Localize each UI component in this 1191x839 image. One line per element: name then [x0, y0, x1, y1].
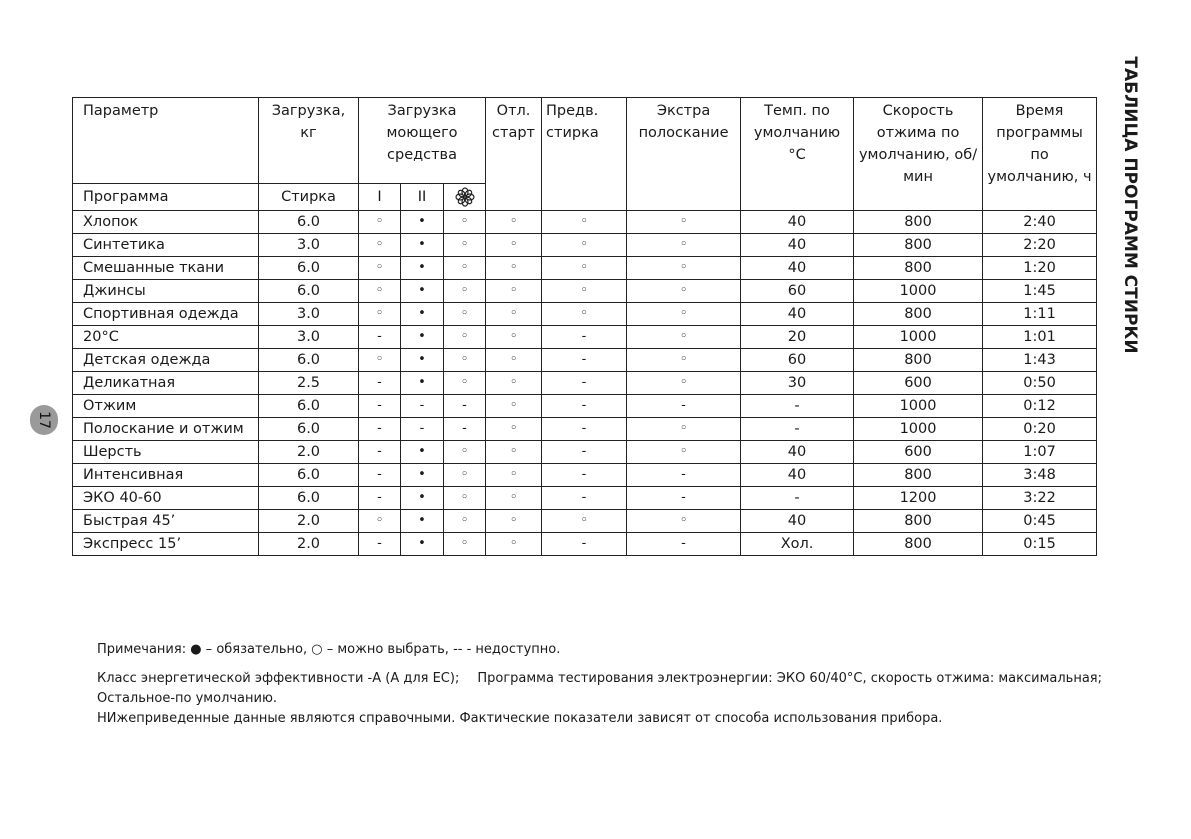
load-value: 3.0 [259, 234, 359, 257]
compartment-1: - [359, 533, 401, 556]
delay-start: ◦ [486, 326, 542, 349]
temperature: 40 [741, 510, 854, 533]
header-program: Программа [73, 184, 259, 211]
spin-speed: 1000 [854, 326, 983, 349]
softener: - [444, 395, 486, 418]
program-name: Отжим [73, 395, 259, 418]
load-value: 6.0 [259, 257, 359, 280]
program-table [72, 97, 1097, 556]
compartment-2: • [401, 211, 444, 234]
extra-rinse: - [627, 464, 741, 487]
load-value: 6.0 [259, 280, 359, 303]
prewash: - [542, 533, 627, 556]
spin-speed: 800 [854, 533, 983, 556]
table-row [73, 326, 1097, 349]
softener: - [444, 418, 486, 441]
header-compartment-2: II [401, 184, 444, 211]
compartment-2: • [401, 487, 444, 510]
notes-energy [97, 669, 1107, 689]
header-delay: Отл. старт [486, 98, 542, 211]
table-header-row [73, 98, 1097, 184]
prewash: ◦ [542, 257, 627, 280]
compartment-1: - [359, 487, 401, 510]
program-name: Джинсы [73, 280, 259, 303]
compartment-2: • [401, 510, 444, 533]
extra-rinse: ◦ [627, 280, 741, 303]
delay-start: ◦ [486, 257, 542, 280]
delay-start: ◦ [486, 533, 542, 556]
notes-rest: Остальное-по умолчанию. [97, 691, 278, 706]
program-name: Полоскание и отжим [73, 418, 259, 441]
compartment-2: • [401, 349, 444, 372]
spin-speed: 800 [854, 510, 983, 533]
load-value: 6.0 [259, 349, 359, 372]
prewash: - [542, 349, 627, 372]
table-row [73, 510, 1097, 533]
header-wash: Стирка [259, 184, 359, 211]
program-name: Спортивная одежда [73, 303, 259, 326]
compartment-1: - [359, 464, 401, 487]
compartment-2: • [401, 533, 444, 556]
prewash: ◦ [542, 211, 627, 234]
compartment-2: • [401, 372, 444, 395]
load-value: 2.0 [259, 441, 359, 464]
compartment-2: - [401, 395, 444, 418]
temperature: 40 [741, 441, 854, 464]
header-softener [444, 184, 486, 211]
page-number: 17 [36, 411, 52, 429]
prewash: - [542, 395, 627, 418]
duration: 1:20 [983, 257, 1097, 280]
temperature: 40 [741, 464, 854, 487]
program-name: Экспресс 15’ [73, 533, 259, 556]
header-extra-rinse: Экстра полоскание [627, 98, 741, 211]
load-value: 6.0 [259, 464, 359, 487]
temperature: 40 [741, 211, 854, 234]
temperature: 60 [741, 349, 854, 372]
extra-rinse: - [627, 487, 741, 510]
header-prewash: Предв. стирка [542, 98, 627, 211]
load-value: 6.0 [259, 487, 359, 510]
duration: 0:15 [983, 533, 1097, 556]
load-value: 2.0 [259, 533, 359, 556]
spin-speed: 800 [854, 464, 983, 487]
program-name: Синтетика [73, 234, 259, 257]
prewash: - [542, 372, 627, 395]
flower-softener-icon [455, 187, 475, 207]
delay-start: ◦ [486, 280, 542, 303]
compartment-1: - [359, 418, 401, 441]
delay-start: ◦ [486, 234, 542, 257]
spin-speed: 800 [854, 303, 983, 326]
table-row [73, 533, 1097, 556]
duration: 3:48 [983, 464, 1097, 487]
prewash: - [542, 464, 627, 487]
softener: ◦ [444, 326, 486, 349]
table-row [73, 372, 1097, 395]
spin-speed: 800 [854, 257, 983, 280]
extra-rinse: ◦ [627, 234, 741, 257]
prewash: - [542, 441, 627, 464]
delay-start: ◦ [486, 211, 542, 234]
spin-speed: 800 [854, 211, 983, 234]
softener: ◦ [444, 280, 486, 303]
duration: 2:40 [983, 211, 1097, 234]
page-number-badge [30, 405, 58, 435]
notes-legend: Примечания: ● – обязательно, ○ – можно выбрать, -- - недоступно. [97, 642, 561, 657]
delay-start: ◦ [486, 487, 542, 510]
spin-speed: 600 [854, 441, 983, 464]
load-value: 2.0 [259, 510, 359, 533]
temperature: - [741, 418, 854, 441]
softener: ◦ [444, 211, 486, 234]
temperature: - [741, 395, 854, 418]
spin-speed: 800 [854, 234, 983, 257]
energy-class: Класс энергетической эффективности -A (A для ЕС); [97, 671, 460, 686]
extra-rinse: ◦ [627, 326, 741, 349]
compartment-1: ◦ [359, 234, 401, 257]
extra-rinse: ◦ [627, 349, 741, 372]
header-spin: Скорость отжима по умолчанию, об/мин [854, 98, 983, 211]
compartment-2: • [401, 234, 444, 257]
spin-speed: 1000 [854, 280, 983, 303]
program-name: Шерсть [73, 441, 259, 464]
notes-disclaimer: НИжеприведенные данные являются справочными. Фактические показатели зависят от способа использования прибора. [97, 711, 943, 726]
load-value: 3.0 [259, 326, 359, 349]
delay-start: ◦ [486, 510, 542, 533]
softener: ◦ [444, 441, 486, 464]
table-row [73, 280, 1097, 303]
softener: ◦ [444, 303, 486, 326]
delay-start: ◦ [486, 372, 542, 395]
program-name: ЭКО 40-60 [73, 487, 259, 510]
duration: 0:20 [983, 418, 1097, 441]
delay-start: ◦ [486, 349, 542, 372]
table-row [73, 303, 1097, 326]
compartment-1: ◦ [359, 280, 401, 303]
table-row [73, 441, 1097, 464]
delay-start: ◦ [486, 303, 542, 326]
header-compartment-1: I [359, 184, 401, 211]
prewash: - [542, 418, 627, 441]
temperature: 40 [741, 234, 854, 257]
compartment-1: - [359, 372, 401, 395]
duration: 1:11 [983, 303, 1097, 326]
compartment-2: • [401, 326, 444, 349]
extra-rinse: - [627, 533, 741, 556]
extra-rinse: ◦ [627, 441, 741, 464]
delay-start: ◦ [486, 441, 542, 464]
compartment-1: ◦ [359, 349, 401, 372]
table-body [73, 211, 1097, 556]
spin-speed: 600 [854, 372, 983, 395]
softener: ◦ [444, 372, 486, 395]
duration: 2:20 [983, 234, 1097, 257]
compartment-2: • [401, 303, 444, 326]
program-name: Хлопок [73, 211, 259, 234]
softener: ◦ [444, 510, 486, 533]
duration: 0:12 [983, 395, 1097, 418]
duration: 1:45 [983, 280, 1097, 303]
table-row [73, 211, 1097, 234]
compartment-1: - [359, 441, 401, 464]
delay-start: ◦ [486, 395, 542, 418]
duration: 1:43 [983, 349, 1097, 372]
load-value: 3.0 [259, 303, 359, 326]
prewash: ◦ [542, 303, 627, 326]
compartment-2: • [401, 464, 444, 487]
extra-rinse: ◦ [627, 510, 741, 533]
compartment-1: - [359, 395, 401, 418]
compartment-1: - [359, 326, 401, 349]
duration: 1:01 [983, 326, 1097, 349]
softener: ◦ [444, 533, 486, 556]
header-detergent: Загрузка моющего средства [359, 98, 486, 184]
duration: 3:22 [983, 487, 1097, 510]
load-value: 6.0 [259, 211, 359, 234]
extra-rinse: ◦ [627, 257, 741, 280]
softener: ◦ [444, 257, 486, 280]
table-row [73, 257, 1097, 280]
spin-speed: 800 [854, 349, 983, 372]
temperature: 60 [741, 280, 854, 303]
program-name: 20°C [73, 326, 259, 349]
program-name: Деликатная [73, 372, 259, 395]
table-row [73, 464, 1097, 487]
header-temp: Темп. по умолчанию °С [741, 98, 854, 211]
prewash: - [542, 326, 627, 349]
temperature: Хол. [741, 533, 854, 556]
softener: ◦ [444, 464, 486, 487]
prewash: - [542, 487, 627, 510]
page-title: ТАБЛИЦА ПРОГРАММ СТИРКИ [1120, 56, 1140, 354]
load-value: 2.5 [259, 372, 359, 395]
table-row [73, 418, 1097, 441]
load-value: 6.0 [259, 395, 359, 418]
table-row [73, 234, 1097, 257]
temperature: 20 [741, 326, 854, 349]
header-param: Параметр [73, 98, 259, 184]
table-row [73, 349, 1097, 372]
table-row [73, 395, 1097, 418]
softener: ◦ [444, 349, 486, 372]
compartment-1: ◦ [359, 257, 401, 280]
duration: 0:45 [983, 510, 1097, 533]
softener: ◦ [444, 487, 486, 510]
header-time: Время программы по умолчанию, ч [983, 98, 1097, 211]
compartment-1: ◦ [359, 303, 401, 326]
table-row [73, 487, 1097, 510]
temperature: 40 [741, 303, 854, 326]
notes [97, 640, 1107, 729]
spin-speed: 1200 [854, 487, 983, 510]
spin-speed: 1000 [854, 418, 983, 441]
extra-rinse: ◦ [627, 418, 741, 441]
load-value: 6.0 [259, 418, 359, 441]
extra-rinse: - [627, 395, 741, 418]
program-name: Смешанные ткани [73, 257, 259, 280]
delay-start: ◦ [486, 464, 542, 487]
extra-rinse: ◦ [627, 211, 741, 234]
extra-rinse: ◦ [627, 372, 741, 395]
spin-speed: 1000 [854, 395, 983, 418]
program-name: Интенсивная [73, 464, 259, 487]
compartment-2: • [401, 280, 444, 303]
prewash: ◦ [542, 510, 627, 533]
prewash: ◦ [542, 280, 627, 303]
compartment-1: ◦ [359, 211, 401, 234]
compartment-1: ◦ [359, 510, 401, 533]
duration: 1:07 [983, 441, 1097, 464]
softener: ◦ [444, 234, 486, 257]
program-name: Быстрая 45’ [73, 510, 259, 533]
temperature: 40 [741, 257, 854, 280]
program-name: Детская одежда [73, 349, 259, 372]
compartment-2: - [401, 418, 444, 441]
delay-start: ◦ [486, 418, 542, 441]
temperature: 30 [741, 372, 854, 395]
header-load: Загрузка, кг [259, 98, 359, 184]
prewash: ◦ [542, 234, 627, 257]
compartment-2: • [401, 257, 444, 280]
duration: 0:50 [983, 372, 1097, 395]
compartment-2: • [401, 441, 444, 464]
temperature: - [741, 487, 854, 510]
test-program: Программа тестирования электроэнергии: ЭКО 60/40°С, скорость отжима: максимальная; [477, 671, 1103, 686]
extra-rinse: ◦ [627, 303, 741, 326]
